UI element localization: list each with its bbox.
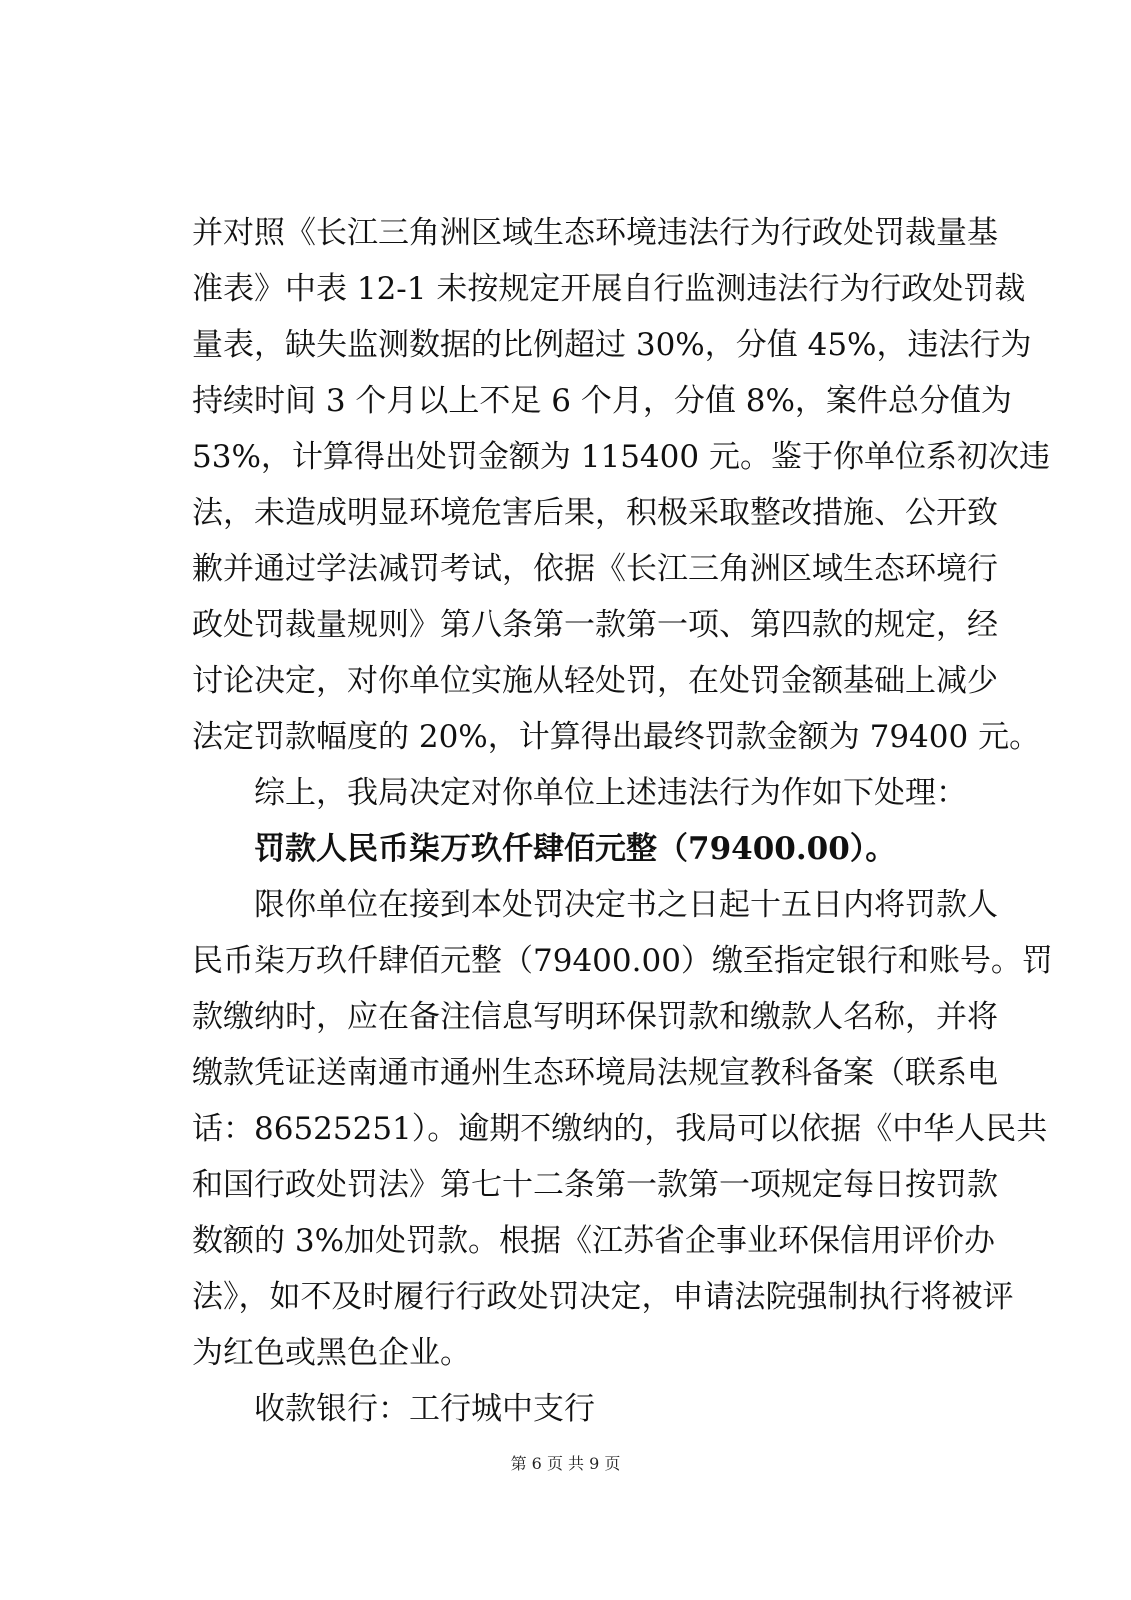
body-text-line: 歉并通过学法减罚考试，依据《长江三角洲区域生态环境行 bbox=[192, 551, 998, 587]
body-text-line: 和国行政处罚法》第七十二条第一款第一项规定每日按罚款 bbox=[192, 1167, 998, 1203]
body-text-line: 讨论决定，对你单位实施从轻处罚，在处罚金额基础上减少 bbox=[192, 663, 998, 699]
body-text-line: 综上，我局决定对你单位上述违法行为作如下处理： bbox=[254, 775, 967, 811]
body-text-line: 缴款凭证送南通市通州生态环境局法规宣教科备案（联系电 bbox=[192, 1055, 998, 1091]
body-text-line: 数额的 3%加处罚款。根据《江苏省企事业环保信用评价办 bbox=[192, 1223, 996, 1259]
body-text-line: 准表》中表 12-1 未按规定开展自行监测违法行为行政处罚裁 bbox=[192, 271, 1026, 307]
body-text-line: 并对照《长江三角洲区域生态环境违法行为行政处罚裁量基 bbox=[192, 215, 998, 251]
body-text-line: 政处罚裁量规则》第八条第一款第一项、第四款的规定，经 bbox=[192, 607, 998, 643]
body-text-line: 53%，计算得出处罚金额为 115400 元。鉴于你单位系初次违 bbox=[192, 439, 1050, 475]
body-text-line: 款缴纳时，应在备注信息写明环保罚款和缴款人名称，并将 bbox=[192, 999, 998, 1035]
body-text-line: 法》，如不及时履行行政处罚决定，申请法院强制执行将被评 bbox=[192, 1279, 1014, 1315]
body-text-line: 法，未造成明显环境危害后果，积极采取整改措施、公开致 bbox=[192, 495, 998, 531]
document-body bbox=[192, 205, 1053, 1437]
body-text-line: 话：86525251）。逾期不缴纳的，我局可以依据《中华人民共 bbox=[192, 1111, 1048, 1147]
body-text-line: 民币柒万玖仟肆佰元整（79400.00）缴至指定银行和账号。罚 bbox=[192, 943, 1053, 979]
body-text-line: 收款银行：工行城中支行 bbox=[254, 1391, 595, 1427]
body-text-line: 限你单位在接到本处罚决定书之日起十五日内将罚款人 bbox=[254, 887, 998, 923]
body-text-line: 为红色或黑色企业。 bbox=[192, 1335, 471, 1371]
body-text-line: 量表，缺失监测数据的比例超过 30%，分值 45%，违法行为 bbox=[192, 327, 1032, 363]
penalty-decision-line: 罚款人民币柒万玖仟肆佰元整（79400.00）。 bbox=[254, 831, 897, 867]
body-text-line: 法定罚款幅度的 20%，计算得出最终罚款金额为 79400 元。 bbox=[192, 719, 1041, 755]
body-text-line: 持续时间 3 个月以上不足 6 个月，分值 8%，案件总分值为 bbox=[192, 383, 1012, 419]
page-number: 第 6 页 共 9 页 bbox=[510, 1454, 621, 1473]
